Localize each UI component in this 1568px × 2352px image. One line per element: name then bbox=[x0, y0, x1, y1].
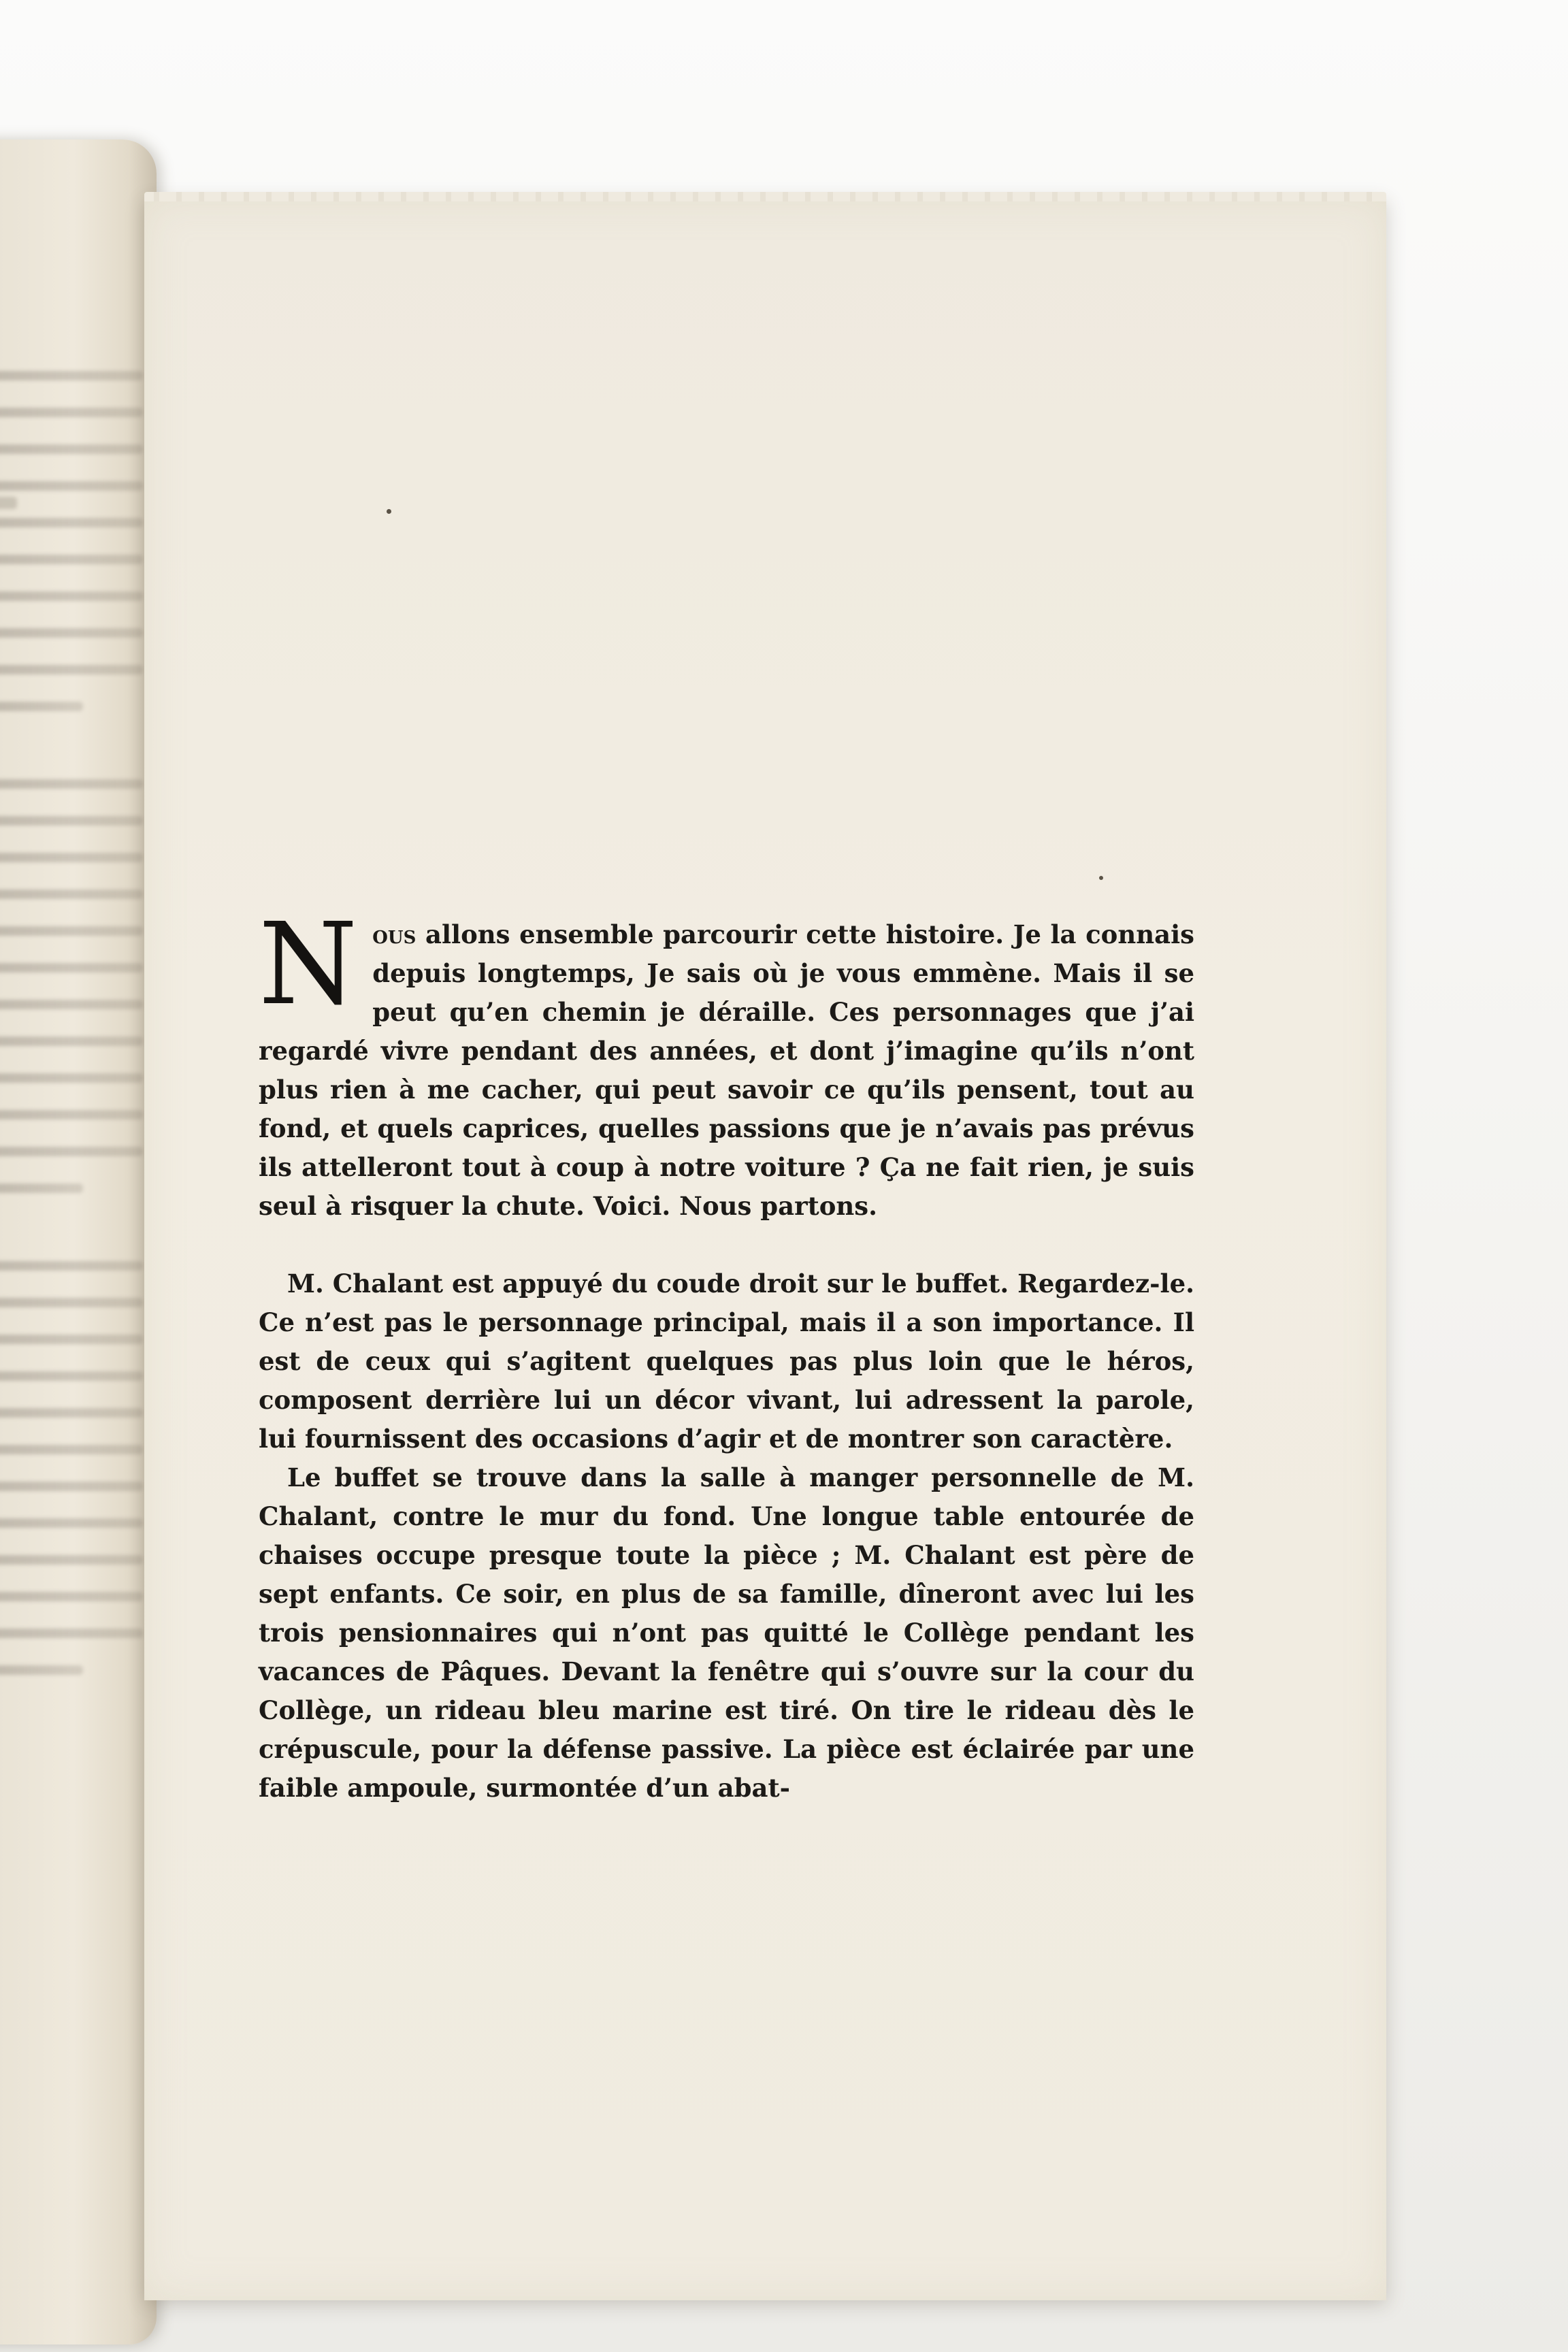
paragraph-3: Le buffet se trouve dans la salle à manger personnelle de M. Chalant, contre le mur du fond. Une longue table entourée de chaises occupe presque toute la pièce ; M. Chalant est père de sept enfants. Ce soir, en plus de sa famille, dîneront avec lui les trois pensionnaires qui n’ont pas quitté le Collège pendant les vacances de Pâques. Devant la fenêtre qui s’ouvre sur la cour du Collège, un rideau bleu marine est tiré. On tire le rideau dès le crépuscule, pour la défense passive. La pièce est éclairée par une faible ampoule, surmontée d’un abat- bbox=[259, 1463, 1194, 1803]
opening-paragraph bbox=[259, 899, 1194, 1226]
first-word-smallcaps: ous bbox=[372, 919, 416, 949]
paper-speck bbox=[1099, 876, 1103, 880]
chapter-text bbox=[259, 899, 1194, 1808]
left-page-blurred-text bbox=[0, 371, 143, 1702]
paper-speck bbox=[387, 509, 391, 514]
left-facing-page bbox=[0, 140, 157, 2345]
paragraph-2: M. Chalant est appuyé du coude droit sur le buffet. Regardez-le. Ce n’est pas le personnage principal, mais il a son importance. Il est de ceux qui s’agitent quelques pas plus loin que le héros, composent derrière lui un décor vivant, lui adressent la parole, lui fournissent des occasions d’agir et de montrer son caractère. bbox=[259, 1269, 1194, 1454]
book-page bbox=[144, 197, 1386, 2300]
drop-cap-letter: N bbox=[259, 899, 358, 1030]
paragraph-1-text: allons ensemble parcourir cette histoire. Je la connais depuis longtemps, Je sais où je vous emmène. Mais il se peut qu’en chemin je déraille. Ces personnages que j’ai regardé vivre pendant des années, et dont j’imagine qu’ils n’ont plus rien à me cacher, qui peut savoir ce qu’ils pensent, tout au fond, et quels caprices, quelles passions que je n’avais pas prévus ils attelleront tout à coup à notre voiture ? Ça ne fait rien, je suis seul à risquer la chute. Voici. Nous partons. bbox=[259, 919, 1194, 1221]
